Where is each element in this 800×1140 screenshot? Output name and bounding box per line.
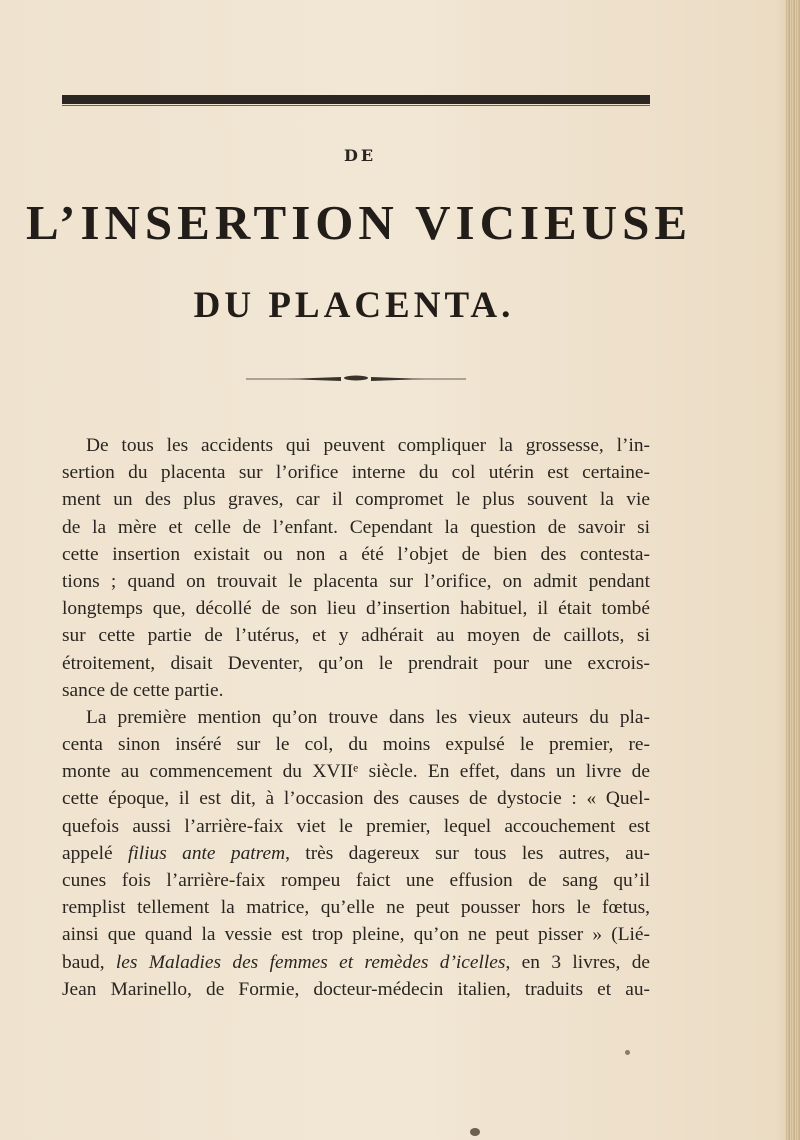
text-line: remplist tellement la matrice, qu’elle ne peut pousser hors le fœtus, [62, 897, 650, 919]
text-line: La première mention qu’on trouve dans les vieux auteurs du pla- [86, 706, 650, 728]
text-line: longtemps que, décollé de son lieu d’insertion habituel, il était tombé [62, 598, 650, 620]
ornament-divider [246, 374, 466, 382]
text-line: tions ; quand on trouvait le placenta sur l’orifice, on admit pendant [62, 570, 650, 592]
text-line: de la mère et celle de l’enfant. Cependant la question de savoir si [62, 516, 650, 538]
text-line: monte au commencement du XVIIᵉ siècle. En effet, dans un livre de [62, 761, 650, 783]
italic-title: les Maladies des femmes et remèdes d’icelles [115, 951, 506, 973]
text-line: centa sinon inséré sur le col, du moins expulsé le premier, re- [62, 734, 650, 756]
text-line: ainsi que quand la vessie est trop pleine, qu’on ne peut pisser » (Lié- [62, 924, 650, 946]
text-line: ment un des plus graves, car il compromet le plus souvent la vie [62, 489, 650, 511]
text-line: sertion du placenta sur l’orifice interne du col utérin est certaine- [62, 462, 650, 484]
title-line-2: DU PLACENTA. [193, 285, 515, 326]
text-line: cunes fois l’arrière-faix rompeu faict une effusion de sang qu’il [62, 870, 650, 891]
book-spine-edge [786, 0, 800, 1140]
text-line: Jean Marinello, de Formie, docteur-médecin italien, traduits et au- [62, 978, 650, 1000]
text-line: sance de cette partie. [62, 679, 224, 701]
paper-blemish [470, 1128, 480, 1136]
text-line: étroitement, disait Deventer, qu’on le prendrait pour une excrois- [62, 652, 650, 674]
text-line: sur cette partie de l’utérus, et y adhérait au moyen de caillots, si [62, 625, 650, 647]
italic-title: filius ante patrem [127, 842, 286, 864]
text-line: cette époque, il est dit, à l’occasion des causes de dystocie : « Quel- [62, 788, 650, 810]
title-line-1: L’INSERTION VICIEUSE [25, 195, 693, 250]
title-prefix: DE [343, 146, 377, 165]
text-line: quefois aussi l’arrière-faix viet le premier, lequel accouchement est [62, 815, 650, 837]
text-line [62, 949, 650, 976]
header-rule [62, 95, 650, 104]
paper-blemish [625, 1050, 630, 1055]
text-segment: , très dagereux sur tous les autres, au- [285, 842, 650, 864]
body-text [62, 432, 650, 1003]
text-line [62, 840, 650, 867]
text-segment: appelé [62, 842, 128, 864]
text-line: De tous les accidents qui peuvent compliquer la grossesse, l’in- [86, 435, 650, 456]
text-segment: baud, [62, 951, 116, 973]
text-line: cette insertion existait ou non a été l’objet de bien des contesta- [62, 543, 650, 565]
text-segment: , en 3 livres, de [505, 951, 651, 973]
